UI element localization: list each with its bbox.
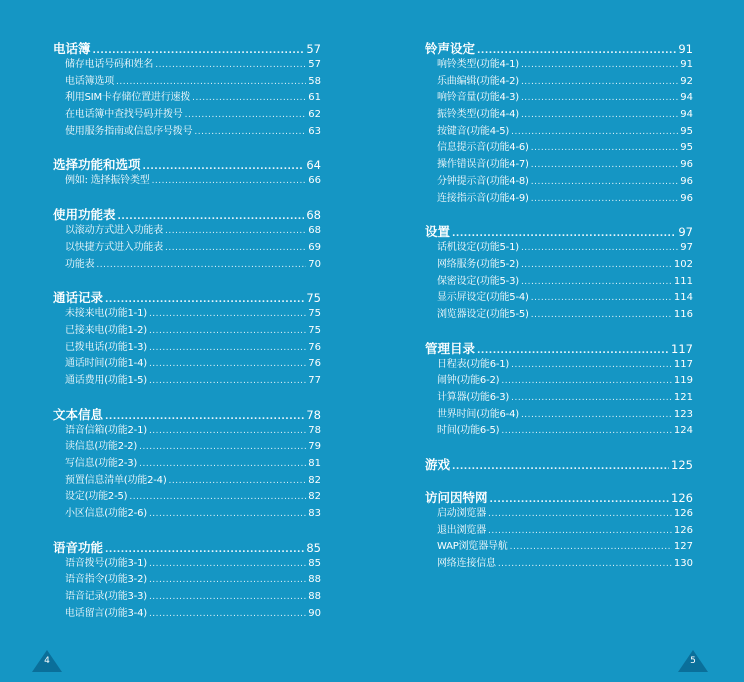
- dot-leader: [501, 373, 672, 390]
- dot-leader: [149, 606, 306, 623]
- toc-heading[interactable]: [53, 206, 321, 223]
- toc-entry[interactable]: [425, 191, 693, 208]
- toc-entry[interactable]: [53, 606, 321, 623]
- toc-entry-page: 96: [680, 159, 693, 171]
- toc-entry-label: 显示屏设定(功能5-4): [437, 292, 529, 304]
- dot-leader: [155, 57, 306, 74]
- toc-heading-label: 通话记录: [53, 290, 104, 306]
- toc-entry[interactable]: [425, 357, 693, 374]
- toc-heading-page: 126: [671, 491, 693, 506]
- toc-entry[interactable]: [53, 506, 321, 523]
- dot-leader: [149, 356, 306, 373]
- toc-entry[interactable]: [53, 240, 321, 257]
- toc-entry[interactable]: [53, 572, 321, 589]
- toc-entry-page: 116: [673, 308, 693, 320]
- dot-leader: [511, 357, 672, 374]
- toc-entry-page: 97: [680, 242, 693, 254]
- toc-entry[interactable]: [53, 439, 321, 456]
- toc-entry-label: 退出浏览器: [437, 524, 486, 536]
- toc-entry-label: 乐曲编辑(功能4-2): [437, 75, 519, 87]
- toc-section: [53, 406, 321, 523]
- dot-leader: [149, 323, 306, 340]
- toc-section: [425, 223, 693, 323]
- dot-leader: [149, 589, 306, 606]
- dot-leader: [139, 456, 306, 473]
- toc-entry[interactable]: [425, 257, 693, 274]
- toc-entry[interactable]: [53, 423, 321, 440]
- toc-entry[interactable]: [425, 506, 693, 523]
- toc-entry-label: 网络连接信息: [437, 558, 496, 570]
- dot-leader: [169, 473, 307, 490]
- toc-section: [53, 40, 321, 140]
- toc-entry-page: 126: [673, 524, 693, 536]
- dot-leader: [521, 107, 678, 124]
- dot-leader: [139, 439, 306, 456]
- toc-section: [53, 539, 321, 623]
- toc-entry-label: 计算器(功能6-3): [437, 392, 510, 403]
- toc-heading-label: 管理目录: [425, 340, 476, 356]
- toc-entry[interactable]: [425, 423, 693, 440]
- toc-entry[interactable]: [53, 124, 321, 141]
- toc-entry[interactable]: [425, 157, 693, 174]
- page-number-left-text: 4: [44, 656, 50, 666]
- dot-leader: [452, 459, 669, 476]
- toc-entry[interactable]: [53, 489, 321, 506]
- dot-leader: [531, 307, 672, 324]
- toc-entry-page: 76: [308, 358, 321, 370]
- dot-leader: [521, 240, 678, 257]
- toc-entry-page: 61: [308, 92, 321, 104]
- toc-entry-page: 119: [673, 375, 693, 387]
- dot-leader: [96, 257, 306, 274]
- toc-section: [425, 456, 693, 473]
- toc-entry[interactable]: [53, 107, 321, 124]
- toc-entry-page: 66: [308, 175, 321, 187]
- toc-entry-label: 通话时间(功能1-4): [65, 358, 147, 370]
- toc-heading[interactable]: [425, 40, 693, 57]
- toc-heading[interactable]: [53, 406, 321, 423]
- toc-entry-label: 通话费用(功能1-5): [65, 374, 147, 386]
- toc-entry-label: 已接来电(功能1-2): [65, 324, 147, 336]
- toc-heading-page: 91: [678, 42, 693, 56]
- toc-entry-label: 操作错误音(功能4-7): [437, 159, 529, 171]
- toc-heading-page: 68: [306, 208, 321, 223]
- toc-entry-page: 78: [308, 424, 321, 436]
- toc-entry-label: 信息提示音(功能4-6): [437, 142, 529, 154]
- dot-leader: [498, 556, 672, 573]
- toc-left-column: [53, 40, 321, 623]
- toc-heading-page: 75: [306, 291, 321, 306]
- toc-entry-page: 127: [673, 541, 693, 553]
- toc-entry-label: 语音指令(功能3-2): [65, 574, 147, 586]
- toc-entry[interactable]: [53, 57, 321, 74]
- dot-leader: [531, 191, 679, 208]
- dot-leader: [194, 124, 306, 141]
- toc-entry[interactable]: [53, 323, 321, 340]
- toc-entry-page: 91: [680, 59, 693, 70]
- toc-entry-page: 96: [680, 192, 693, 204]
- toc-section: [53, 156, 321, 190]
- page-number-right: [678, 650, 708, 672]
- toc-entry-label: 语音信箱(功能2-1): [65, 424, 147, 436]
- toc-entry-label: 启动浏览器: [437, 508, 486, 520]
- dot-leader: [521, 90, 678, 107]
- dot-leader: [510, 539, 672, 556]
- toc-entry-label: 响铃类型(功能4-1): [437, 59, 519, 70]
- toc-entry-label: 话机设定(功能5-1): [437, 242, 519, 254]
- dot-leader: [185, 107, 307, 124]
- toc-entry-page: 57: [308, 59, 321, 70]
- dot-leader: [531, 140, 679, 157]
- toc-heading-page: 85: [306, 540, 321, 555]
- toc-entry[interactable]: [425, 539, 693, 556]
- dot-leader: [521, 257, 672, 274]
- toc-heading-label: 游戏: [425, 457, 451, 473]
- toc-heading-page: 78: [306, 407, 321, 422]
- toc-entry[interactable]: [53, 556, 321, 573]
- toc-entry-label: 语音拨号(功能3-1): [65, 557, 147, 569]
- toc-heading-page: 97: [678, 225, 693, 240]
- toc-entry-page: 96: [680, 175, 693, 187]
- toc-entry-page: 70: [308, 258, 321, 270]
- toc-heading-page: 64: [306, 158, 321, 173]
- toc-entry[interactable]: [53, 373, 321, 390]
- toc-heading[interactable]: [53, 156, 321, 173]
- toc-heading-page: 125: [671, 458, 693, 473]
- toc-entry-page: 58: [308, 75, 321, 87]
- toc-entry[interactable]: [425, 140, 693, 157]
- dot-leader: [129, 489, 306, 506]
- toc-heading[interactable]: [425, 489, 693, 506]
- toc-entry[interactable]: [53, 173, 321, 190]
- section-gap: [53, 390, 321, 406]
- dot-leader: [488, 523, 672, 540]
- toc-entry-label: 保密设定(功能5-3): [437, 275, 519, 287]
- toc-entry-label: 预置信息清单(功能2-4): [65, 474, 167, 486]
- toc-entry-label: 浏览器设定(功能5-5): [437, 308, 529, 320]
- toc-heading[interactable]: [53, 539, 321, 556]
- toc-entry-label: 闹钟(功能6-2): [437, 375, 500, 387]
- toc-heading-label: 语音功能: [53, 539, 104, 555]
- page-number-left: [32, 650, 62, 672]
- toc-entry[interactable]: [425, 274, 693, 291]
- toc-entry[interactable]: [425, 57, 693, 74]
- toc-entry-label: 按键音(功能4-5): [437, 125, 510, 137]
- dot-leader: [149, 306, 306, 323]
- page-number-right-text: 5: [690, 656, 696, 666]
- toc-entry-page: 117: [673, 358, 693, 370]
- dot-leader: [521, 407, 672, 424]
- toc-entry-label: 振铃类型(功能4-4): [437, 109, 519, 121]
- toc-heading-label: 铃声设定: [425, 41, 476, 56]
- toc-entry-page: 68: [308, 225, 321, 237]
- toc-entry[interactable]: [425, 124, 693, 141]
- toc-section: [53, 289, 321, 389]
- dot-leader: [521, 274, 672, 291]
- toc-entry-page: 95: [680, 125, 693, 137]
- toc-entry-page: 75: [308, 308, 321, 320]
- section-gap: [425, 207, 693, 223]
- toc-entry-page: 102: [673, 258, 693, 270]
- toc-entry-label: 分钟提示音(功能4-8): [437, 175, 529, 187]
- toc-heading-label: 使用功能表: [53, 207, 116, 223]
- section-gap: [425, 440, 693, 456]
- toc-heading[interactable]: [53, 289, 321, 306]
- toc-heading-label: 设置: [425, 224, 451, 240]
- toc-entry-page: 94: [680, 109, 693, 121]
- toc-entry[interactable]: [425, 240, 693, 257]
- toc-entry-label: 使用服务指南或信息序号拨号: [65, 125, 193, 137]
- dot-leader: [488, 506, 672, 523]
- toc-entry[interactable]: [53, 456, 321, 473]
- toc-entry-label: 网络服务(功能5-2): [437, 258, 519, 270]
- toc-entry-page: 85: [308, 557, 321, 569]
- toc-entry-page: 76: [308, 341, 321, 353]
- toc-heading-label: 文本信息: [53, 406, 104, 422]
- toc-entry[interactable]: [425, 390, 693, 407]
- toc-entry[interactable]: [53, 340, 321, 357]
- toc-entry-page: 82: [308, 491, 321, 503]
- toc-entry-page: 94: [680, 92, 693, 104]
- toc-heading-page: 57: [306, 42, 321, 56]
- toc-entry-label: 未接来电(功能1-1): [65, 308, 147, 320]
- dot-leader: [192, 90, 306, 107]
- toc-entry-label: 语音记录(功能3-3): [65, 591, 147, 603]
- toc-entry-label: 写信息(功能2-3): [65, 458, 138, 469]
- toc-entry-label: 在电话簿中查找号码并拨号: [65, 109, 183, 121]
- toc-entry[interactable]: [425, 90, 693, 107]
- toc-entry-label: 设定(功能2-5): [65, 491, 128, 503]
- toc-entry[interactable]: [425, 523, 693, 540]
- toc-entry-label: WAP浏览器导航: [437, 541, 508, 553]
- toc-entry-label: 电话簿选项: [65, 75, 114, 87]
- dot-leader: [531, 174, 679, 191]
- toc-entry-page: 81: [308, 458, 321, 469]
- toc-entry[interactable]: [425, 174, 693, 191]
- toc-entry[interactable]: [425, 373, 693, 390]
- dot-leader: [511, 124, 678, 141]
- toc-entry[interactable]: [53, 306, 321, 323]
- toc-entry-label: 连接指示音(功能4-9): [437, 192, 529, 204]
- toc-entry-page: 69: [308, 241, 321, 253]
- dot-leader: [149, 556, 306, 573]
- toc-entry-label: 利用SIM卡存储位置进行速拨: [65, 92, 191, 104]
- toc-heading-page: 117: [671, 341, 693, 356]
- toc-entry-label: 响铃音量(功能4-3): [437, 92, 519, 104]
- toc-heading-label: 访问因特网: [425, 490, 488, 506]
- toc-entry-page: 79: [308, 441, 321, 453]
- dot-leader: [149, 506, 306, 523]
- toc-entry[interactable]: [425, 407, 693, 424]
- toc-entry[interactable]: [53, 473, 321, 490]
- toc-entry-page: 114: [673, 292, 693, 304]
- section-gap: [53, 140, 321, 156]
- toc-heading[interactable]: [53, 40, 321, 57]
- toc-entry[interactable]: [53, 74, 321, 91]
- toc-entry[interactable]: [425, 290, 693, 307]
- dot-leader: [165, 223, 306, 240]
- toc-entry-page: 62: [308, 109, 321, 121]
- toc-entry-label: 以快捷方式进入功能表: [65, 241, 163, 253]
- section-gap: [53, 523, 321, 539]
- toc-entry-page: 82: [308, 474, 321, 486]
- toc-section: [53, 206, 321, 273]
- toc-heading[interactable]: [425, 223, 693, 240]
- toc-entry-page: 83: [308, 508, 321, 520]
- toc-entry-page: 124: [673, 425, 693, 437]
- dot-leader: [152, 173, 307, 190]
- toc-entry-page: 121: [673, 392, 693, 403]
- toc-entry[interactable]: [53, 90, 321, 107]
- toc-section: [425, 340, 693, 440]
- toc-entry-page: 130: [673, 558, 693, 570]
- section-gap: [425, 324, 693, 340]
- toc-entry[interactable]: [53, 223, 321, 240]
- toc-heading-label: 选择功能和选项: [53, 157, 141, 173]
- toc-entry-label: 时间(功能6-5): [437, 425, 500, 437]
- dot-leader: [521, 57, 678, 74]
- dot-leader: [149, 423, 306, 440]
- toc-entry[interactable]: [53, 589, 321, 606]
- toc-entry-page: 63: [308, 125, 321, 137]
- toc-entry[interactable]: [425, 74, 693, 91]
- dot-leader: [149, 373, 306, 390]
- toc-right-column: [425, 40, 693, 573]
- toc-entry-label: 已拨电话(功能1-3): [65, 341, 147, 353]
- toc-entry-label: 功能表: [65, 258, 95, 270]
- toc-heading-label: 电话簿: [53, 41, 91, 56]
- toc-entry-page: 75: [308, 324, 321, 336]
- dot-leader: [149, 340, 306, 357]
- toc-entry[interactable]: [53, 257, 321, 274]
- dot-leader: [501, 423, 672, 440]
- toc-entry-label: 电话留言(功能3-4): [65, 607, 147, 619]
- toc-entry-page: 123: [673, 408, 693, 420]
- toc-section: [425, 489, 693, 573]
- toc-entry[interactable]: [425, 307, 693, 324]
- toc-entry-page: 90: [308, 607, 321, 619]
- toc-entry-label: 世界时间(功能6-4): [437, 408, 519, 420]
- dot-leader: [149, 572, 306, 589]
- toc-entry[interactable]: [425, 107, 693, 124]
- section-gap: [53, 273, 321, 289]
- toc-entry-page: 77: [308, 374, 321, 386]
- toc-section: [425, 40, 693, 207]
- toc-entry-label: 小区信息(功能2-6): [65, 508, 147, 520]
- toc-heading[interactable]: [425, 340, 693, 357]
- section-gap: [53, 190, 321, 206]
- toc-entry-label: 例如: 选择振铃类型: [65, 175, 150, 187]
- toc-entry-page: 92: [680, 75, 693, 87]
- dot-leader: [511, 390, 672, 407]
- toc-entry[interactable]: [425, 556, 693, 573]
- toc-entry-label: 日程表(功能6-1): [437, 358, 510, 370]
- toc-entry-label: 读信息(功能2-2): [65, 441, 138, 453]
- toc-heading[interactable]: [425, 456, 693, 473]
- toc-entry-label: 储存电话号码和姓名: [65, 59, 154, 70]
- toc-entry[interactable]: [53, 356, 321, 373]
- dot-leader: [531, 157, 679, 174]
- toc-entry-page: 95: [680, 142, 693, 154]
- toc-entry-page: 88: [308, 591, 321, 603]
- dot-leader: [521, 74, 678, 91]
- dot-leader: [165, 240, 306, 257]
- toc-entry-label: 以滚动方式进入功能表: [65, 225, 163, 237]
- toc-entry-page: 126: [673, 508, 693, 520]
- toc-entry-page: 111: [673, 275, 693, 287]
- dot-leader: [116, 74, 306, 91]
- toc-entry-page: 88: [308, 574, 321, 586]
- dot-leader: [531, 290, 672, 307]
